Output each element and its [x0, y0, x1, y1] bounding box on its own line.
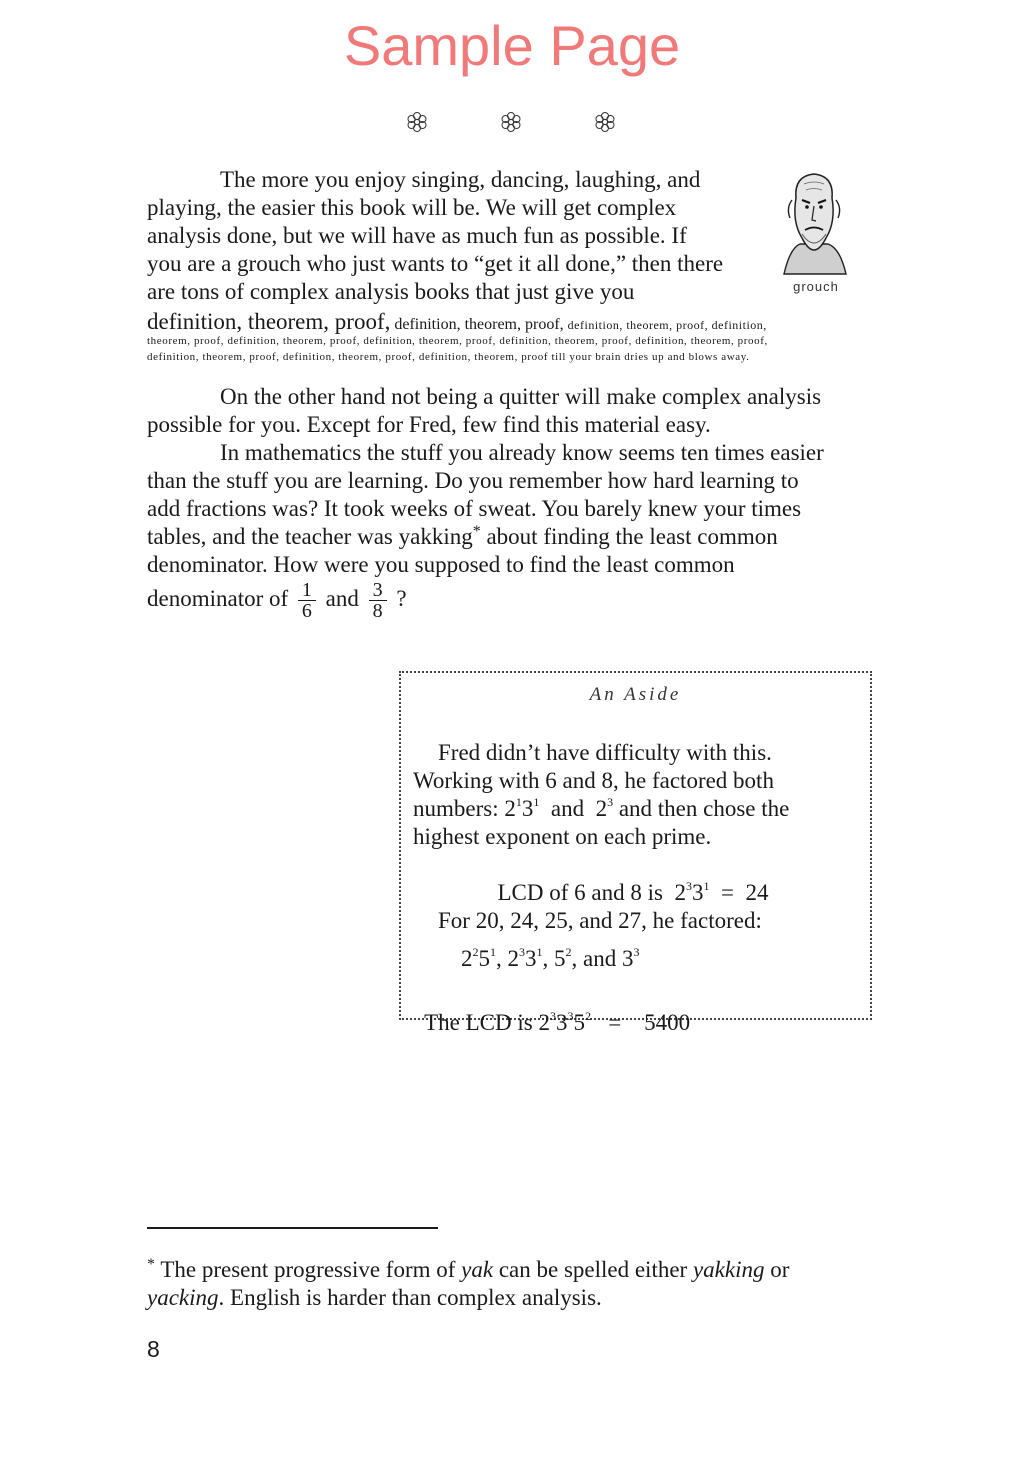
- aside-text: numbers: 2: [413, 796, 516, 821]
- body-line: [147, 523, 778, 551]
- shrinking-text-large: definition, theorem, proof,: [147, 309, 391, 334]
- exponent: 1: [515, 795, 522, 809]
- footnote-text: The present progressive form of: [155, 1257, 462, 1282]
- page-number: 8: [147, 1336, 160, 1362]
- aside-line: [461, 945, 639, 973]
- aside-text: 3: [521, 796, 534, 821]
- grouch-portrait-icon: [776, 170, 852, 278]
- fraction-numerator: 3: [369, 580, 387, 601]
- aside-text: 5: [478, 946, 490, 971]
- footnote-marker: *: [147, 1256, 155, 1273]
- exponent: 2: [565, 945, 572, 959]
- intro-line: analysis done, but we will have as much fun as possible. If: [147, 223, 687, 248]
- aside-text: and then chose the: [613, 796, 790, 821]
- aside-text: , and 3: [571, 946, 634, 971]
- exponent: 1: [533, 795, 540, 809]
- aside-text: = 5400: [590, 1010, 691, 1035]
- aside-line: highest exponent on each prime.: [413, 824, 712, 849]
- body-text: tables, and the teacher was yakking: [147, 524, 473, 549]
- aside-text: 5: [573, 1010, 585, 1035]
- intro-line: The more you enjoy singing, dancing, laughing, and: [220, 167, 701, 192]
- aside-line: [413, 795, 789, 823]
- exponent: 3: [607, 795, 614, 809]
- fraction-denominator: 8: [372, 600, 383, 622]
- flower-ornament-icon: [499, 110, 523, 134]
- exponent: 3: [685, 879, 692, 893]
- body-line: denominator. How were you supposed to find the least common: [147, 552, 735, 577]
- footnote: [147, 1256, 867, 1312]
- exponent: 2: [584, 1009, 591, 1023]
- aside-text: , 5: [542, 946, 566, 971]
- aside-line: [413, 981, 690, 1037]
- flower-ornament-icon: [593, 110, 617, 134]
- exponent: 1: [490, 945, 496, 959]
- fraction-denominator: 6: [301, 600, 312, 622]
- body-text: denominator of: [147, 585, 294, 611]
- body-text: ?: [390, 585, 407, 611]
- aside-text: 2: [461, 946, 473, 971]
- shrinking-text-tiny: theorem, proof, definition, theorem, proof, definition, theorem, proof, definition, theorem, proof, definition, theorem, proof,: [147, 335, 768, 347]
- shrinking-text-line: [147, 308, 767, 336]
- exponent: 3: [519, 945, 525, 959]
- aside-line: For 20, 24, 25, and 27, he factored:: [438, 908, 762, 933]
- aside-text: LCD of 6 and 8 is 2: [497, 880, 686, 905]
- shrinking-text-tiny: definition, theorem, proof, definition, theorem, proof, definition, theorem, proof till your brain dries up and blows away.: [147, 351, 750, 363]
- footnote-italic: yacking: [147, 1285, 219, 1310]
- footnote-italic: yak: [461, 1257, 494, 1282]
- intro-line: are tons of complex analysis books that just give you: [147, 279, 635, 304]
- body-line: In mathematics the stuff you already know seems ten times easier: [220, 440, 824, 465]
- body-text: about finding the least common: [480, 524, 778, 549]
- body-line: On the other hand not being a quitter will make complex analysis: [220, 384, 822, 409]
- footnote-text: . English is harder than complex analysis.: [218, 1285, 602, 1310]
- footnote-italic: yakking: [692, 1257, 765, 1282]
- body-line: possible for you. Except for Fred, few find this material easy.: [147, 412, 711, 437]
- body-text: and: [319, 585, 365, 611]
- intro-line: playing, the easier this book will be. We will get complex: [147, 195, 677, 220]
- body-line-fractions: [147, 580, 407, 621]
- exponent: 1: [536, 945, 543, 959]
- shrinking-text-small: definition, theorem, proof, definition,: [567, 318, 767, 332]
- footnote-text: or: [764, 1257, 790, 1282]
- exponent: 3: [567, 1009, 574, 1023]
- fraction: [298, 580, 316, 621]
- fraction: [369, 580, 387, 621]
- aside-title: An Aside: [589, 684, 682, 705]
- grouch-caption: grouch: [793, 279, 839, 294]
- exponent: 2: [472, 945, 479, 959]
- aside-line: Fred didn’t have difficulty with this.: [438, 740, 772, 765]
- exponent: 3: [633, 945, 640, 959]
- footnote-text: can be spelled either: [493, 1257, 693, 1282]
- aside-text: The LCD is 2: [424, 1010, 550, 1035]
- aside-text: , 2: [496, 946, 519, 971]
- flower-ornament-icon: [405, 110, 429, 134]
- fraction-numerator: 1: [298, 580, 316, 601]
- footnote-divider: [147, 1227, 438, 1229]
- intro-line: you are a grouch who just wants to “get it all done,” then there: [147, 251, 724, 276]
- aside-line: Working with 6 and 8, he factored both: [413, 768, 774, 793]
- body-line: than the stuff you are learning. Do you remember how hard learning to: [147, 468, 799, 493]
- sample-page-watermark: Sample Page: [343, 14, 681, 77]
- shrinking-text-medium: definition, theorem, proof,: [394, 316, 564, 333]
- aside-text: 3: [525, 946, 537, 971]
- aside-text: 3: [555, 1010, 568, 1035]
- aside-line: [486, 851, 768, 907]
- exponent: 3: [549, 1009, 556, 1023]
- exponent: 1: [703, 879, 710, 893]
- footnote-marker: *: [472, 523, 481, 540]
- aside-text: and 2: [539, 796, 608, 821]
- aside-text: = 24: [709, 880, 769, 905]
- body-line: add fractions was? It took weeks of sweat. You barely knew your times: [147, 496, 802, 521]
- aside-text: 3: [691, 880, 704, 905]
